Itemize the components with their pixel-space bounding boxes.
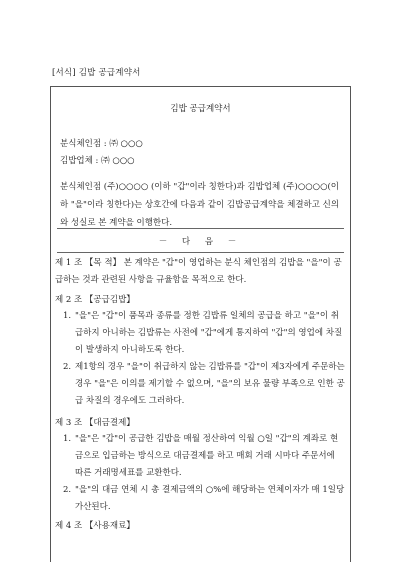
- article-2-item-1: [63, 308, 345, 359]
- item-text: 제1항의 경우 "을"이 취급하지 않는 김밥류를 "갑"이 제3자에게 주문하는 경우 "을"은 이의를 제기할 수 없으며, "을"의 보유 물량 부족으로 인한 공급 차질의 경우에도 그러하다.: [75, 362, 345, 406]
- article-3-item-1: [63, 431, 345, 482]
- contract-title: 김밥 공급계약서: [170, 104, 231, 114]
- item-number: 2.: [63, 485, 72, 495]
- article-1-text: 본 계약은 "갑"이 영업하는 분식 체인점의 김밥을 "을"이 공급하는 것과 관련된 사항을 규율함을 목적으로 한다.: [55, 258, 342, 285]
- dagum-heading: － 다 음 －: [158, 237, 243, 247]
- intro-paragraph: 분식체인점 (주)○○○○ (이하 "갑"이라 칭한다)과 김밥업체 (주)○○○○(이하 "을"이라 칭한다)는 상호간에 다음과 같이 김밥공급계약을 체결하고 신의와 성실로 본 계약을 이행한다.: [60, 182, 340, 228]
- party-snack-chain: 분식체인점 : ㈜ ○○○: [60, 139, 143, 149]
- item-number: 1.: [63, 311, 72, 321]
- article-1: [55, 255, 345, 289]
- contract-box: [50, 86, 351, 562]
- form-label: [서식] 김밥 공급계약서: [52, 68, 141, 78]
- divider-top: [57, 228, 344, 229]
- item-number: 1.: [63, 434, 72, 444]
- article-2-item-2: [63, 359, 345, 410]
- item-number: 2.: [63, 362, 72, 372]
- divider-bottom: [57, 252, 344, 253]
- article-2-head: 제 2 조 【공급김밥】: [55, 295, 135, 305]
- item-text: "을"은 "갑"이 공급한 김밥을 매월 정산하여 익월 ○일 "갑"의 계좌로 현금으로 입금하는 방식으로 대금결제를 하고 매회 거래 시마다 주문서에 따른 거래명세표를 교환한다.: [75, 434, 339, 478]
- article-1-head: 제 1 조 【목 적】: [55, 258, 122, 268]
- article-3-item-2: [63, 482, 345, 516]
- item-text: "을"의 대금 연체 시 총 결제금액의 ○%에 해당하는 연체이자가 매 1일당 가산된다.: [75, 485, 345, 512]
- article-3-head: 제 3 조 【대금결제】: [55, 418, 135, 428]
- article-4-head: 제 4 조 【사용재료】: [55, 521, 135, 531]
- party-gimbap-company: 김밥업체 : ㈜ ○○○: [60, 156, 135, 166]
- item-text: "을"은 "갑"이 품목과 종류를 정한 김밥류 일체의 공급을 하고 "을"이 취급하지 아니하는 김밥류는 사전에 "갑"에게 통지하여 "갑"의 영업에 차질이 발생하지 아니하도록 한다.: [75, 311, 343, 355]
